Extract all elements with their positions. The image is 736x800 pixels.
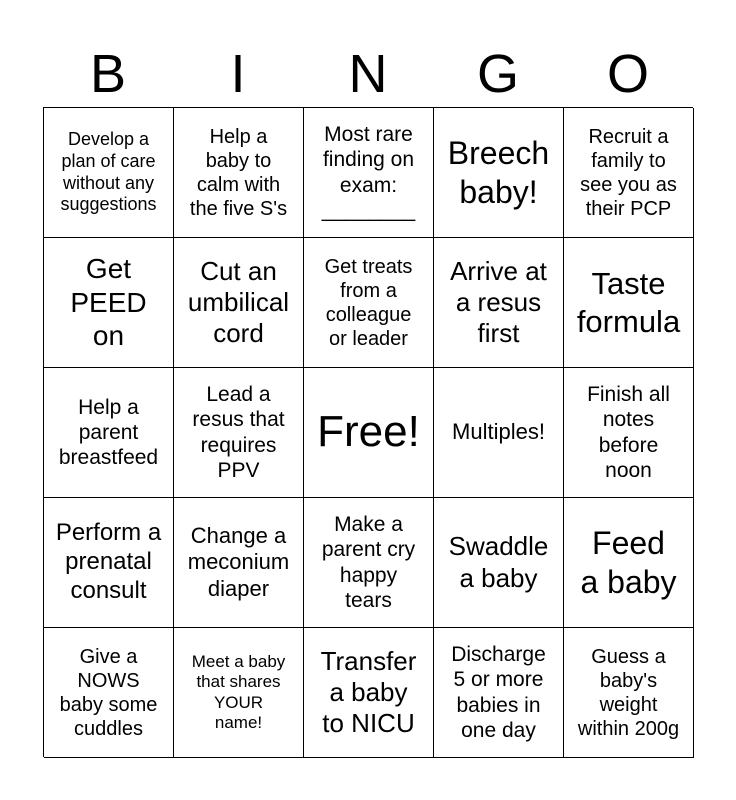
- cell-text: Breech baby!: [447, 135, 550, 210]
- cell-text: Get PEED on: [70, 253, 147, 352]
- cell-text: Discharge 5 or more babies in one day: [451, 643, 546, 742]
- cell-text: Give a NOWS baby some cuddles: [59, 645, 158, 740]
- free-space-cell[interactable]: [304, 368, 434, 498]
- bingo-board: [43, 107, 693, 757]
- cell-text: Perform a prenatal consult: [55, 519, 162, 604]
- cell-text: Multiples!: [452, 419, 545, 445]
- bingo-cell[interactable]: [434, 238, 564, 368]
- bingo-cell[interactable]: [304, 628, 434, 758]
- header-letter-b: B: [89, 44, 127, 104]
- bingo-cell[interactable]: [44, 108, 174, 238]
- bingo-cell[interactable]: [434, 628, 564, 758]
- cell-text: Taste formula: [576, 266, 681, 339]
- bingo-cell[interactable]: [174, 368, 304, 498]
- bingo-cell[interactable]: [304, 498, 434, 628]
- cell-text: Make a parent cry happy tears: [321, 513, 416, 612]
- bingo-cell[interactable]: [564, 368, 694, 498]
- cell-text: Get treats from a colleague or leader: [324, 255, 413, 350]
- header-letter-i: I: [230, 44, 246, 104]
- cell-text: Meet a baby that shares YOUR name!: [191, 651, 286, 732]
- bingo-cell[interactable]: [44, 498, 174, 628]
- bingo-cell[interactable]: [174, 628, 304, 758]
- free-space-text: Free!: [317, 407, 420, 457]
- cell-text: Help a baby to calm with the five S's: [189, 125, 288, 220]
- bingo-cell[interactable]: [434, 368, 564, 498]
- cell-text: Feed a baby: [580, 525, 677, 600]
- bingo-cell[interactable]: [564, 108, 694, 238]
- cell-text: Change a meconium diaper: [187, 522, 290, 601]
- bingo-cell[interactable]: [564, 498, 694, 628]
- cell-text: Cut an umbilical cord: [187, 255, 290, 349]
- bingo-cell[interactable]: [434, 498, 564, 628]
- bingo-cell[interactable]: [44, 368, 174, 498]
- bingo-cell[interactable]: [434, 108, 564, 238]
- cell-text: Lead a resus that requires PPV: [192, 383, 285, 482]
- bingo-cell[interactable]: [44, 238, 174, 368]
- cell-text: Recruit a family to see you as their PCP: [580, 125, 677, 220]
- cell-text: Develop a plan of care without any suggestions: [60, 129, 157, 215]
- cell-text: Swaddle a baby: [448, 531, 549, 593]
- bingo-cell[interactable]: [304, 108, 434, 238]
- cell-text: Finish all notes before noon: [587, 383, 670, 482]
- cell-text: Help a parent breastfeed: [58, 395, 159, 470]
- header-letter-n: N: [348, 44, 388, 104]
- bingo-cell[interactable]: [174, 498, 304, 628]
- bingo-cell[interactable]: [564, 628, 694, 758]
- cell-text: Arrive at a resus first: [450, 255, 547, 349]
- bingo-cell[interactable]: [174, 238, 304, 368]
- cell-text: Transfer a baby to NICU: [320, 645, 417, 739]
- header-letter-o: O: [606, 44, 649, 104]
- bingo-cell[interactable]: [174, 108, 304, 238]
- cell-text: Guess a baby's weight within 200g: [577, 645, 680, 740]
- bingo-cell[interactable]: [304, 238, 434, 368]
- cell-text: Most rare finding on exam: ________: [321, 123, 416, 222]
- bingo-cell[interactable]: [44, 628, 174, 758]
- header-letter-g: G: [476, 44, 519, 104]
- bingo-header: [43, 40, 693, 108]
- bingo-cell[interactable]: [564, 238, 694, 368]
